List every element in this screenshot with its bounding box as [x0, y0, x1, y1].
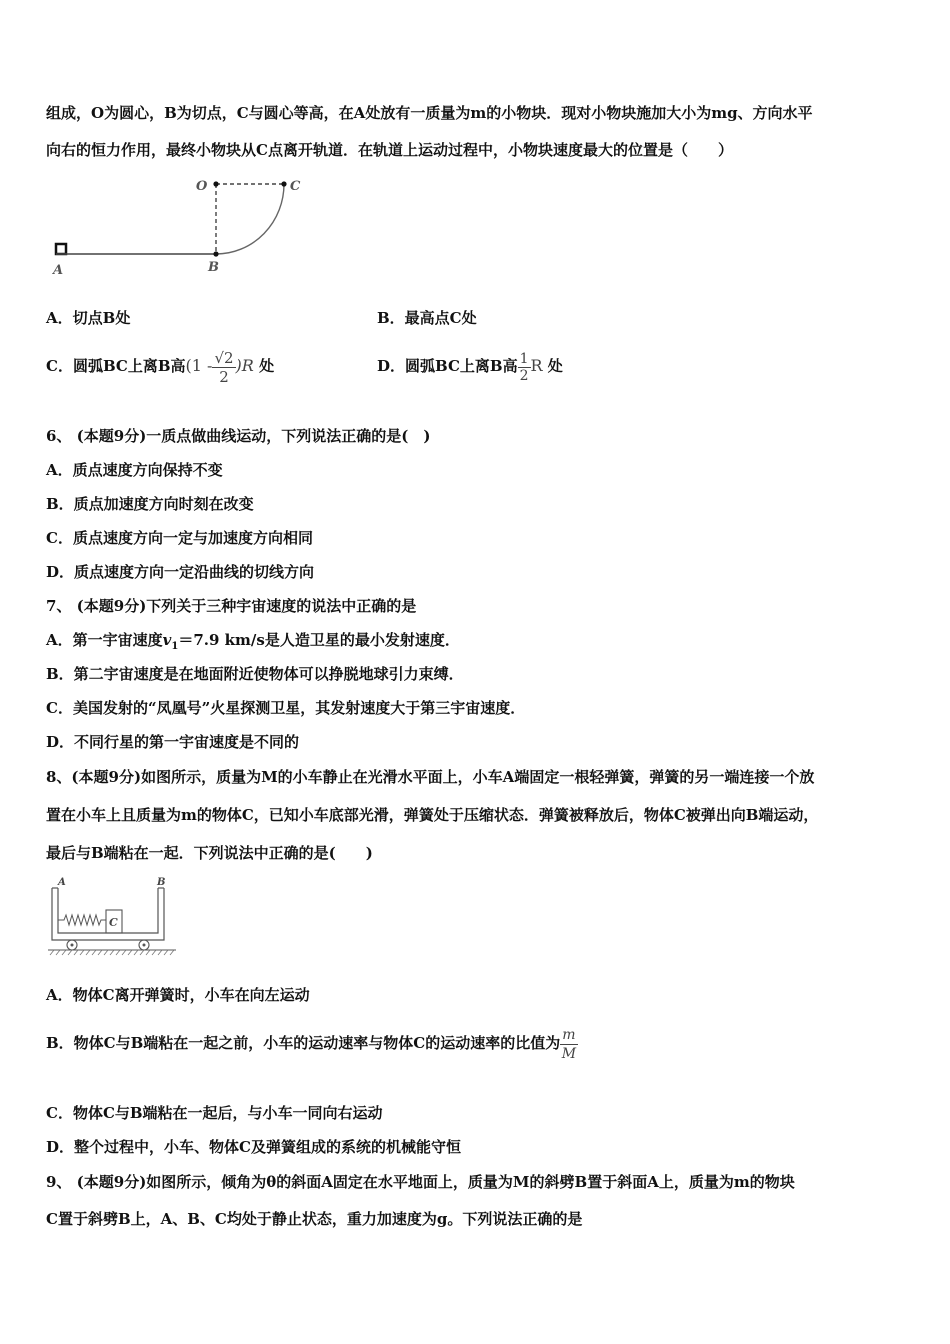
q5-text-line-2: 向右的恒力作用，最终小物块从C点离开轨道．在轨道上运动过程中，小物块速度最大的位置是（ ）: [46, 141, 733, 159]
wheel-right-hub: [143, 944, 146, 947]
m-over-M-fraction: [560, 1026, 577, 1063]
q8-option-b-text: B．物体C与B端粘在一起之前，小车的运动速率与物体C的运动速率的比值为: [46, 1034, 561, 1052]
q7-stem: 7、 (本题9分)下列关于三种宇宙速度的说法中正确的是: [46, 597, 417, 615]
fraction-numerator: 1: [519, 350, 529, 367]
label-b: B: [208, 260, 219, 275]
q7-option-a-sub: 1: [171, 641, 179, 652]
q8-text-line-1: 8、(本题9分)如图所示，质量为M的小车静止在光滑水平面上，小车A端固定一根轻弹簧，弹簧的另一端连接一个放: [46, 768, 815, 786]
fraction-denominator: 2: [219, 367, 229, 386]
cart-body-outer: [52, 888, 164, 940]
point-b: [213, 251, 218, 256]
q5-option-d: [377, 346, 563, 386]
fraction-numerator: m: [562, 1026, 576, 1043]
q7-option-c: C．美国发射的“凤凰号”火星探测卫星，其发射速度大于第三宇宙速度．: [46, 699, 526, 717]
cart-label-a: A: [58, 877, 66, 888]
q7-option-d: D．不同行星的第一宇宙速度是不同的: [46, 733, 300, 751]
fraction-denominator: 2: [519, 367, 529, 384]
q7-option-a-pre: A．第一宇宙速度: [46, 631, 163, 649]
spring: [58, 915, 106, 925]
point-c: [281, 181, 286, 186]
q5-option-d-prefix: D．圆弧BC上离B高: [377, 357, 518, 375]
q7-option-b: B．第二宇宙速度是在地面附近使物体可以挣脱地球引力束缚．: [46, 665, 464, 683]
q5-option-c: [46, 346, 274, 386]
q8-option-b: [46, 1020, 578, 1066]
q6-option-d: D．质点速度方向一定沿曲线的切线方向: [46, 563, 315, 581]
q8-option-a: A．物体C离开弹簧时，小车在向左运动: [46, 986, 310, 1004]
sqrt2-over-2-fraction: [212, 349, 235, 386]
q5-text-line-1: 组成，O为圆心，B为切点，C与圆心等高，在A处放有一质量为m的小物块．现对小物块施加大小为mg、方向水平: [46, 104, 813, 122]
q5-option-c-left: (1 -: [185, 356, 213, 375]
label-a: A: [53, 263, 64, 278]
point-o: [213, 181, 218, 186]
q9-text-line-2: C置于斜劈B上，A、B、C均处于静止状态，重力加速度为g。下列说法正确的是: [46, 1210, 583, 1228]
cart-label-b: B: [157, 877, 166, 888]
q5-option-c-prefix: C．圆弧BC上离B高: [46, 357, 186, 375]
q7-option-a: [46, 630, 460, 657]
arc-bc: [216, 184, 284, 254]
q6-option-a: A．质点速度方向保持不变: [46, 461, 223, 479]
q5-option-b: B．最高点C处: [377, 309, 477, 327]
ground-hatching: [50, 950, 174, 955]
cart-label-c: C: [109, 916, 118, 929]
q8-text-line-3: 最后与B端粘在一起．下列说法中正确的是( ): [46, 844, 373, 862]
q7-option-a-post: ＝7.9 km/s是人造卫星的最小发射速度．: [178, 631, 460, 649]
q6-stem: 6、 (本题9分)一质点做曲线运动，下列说法正确的是( ): [46, 427, 431, 445]
q6-option-c: C．质点速度方向一定与加速度方向相同: [46, 529, 313, 547]
fraction-numerator: √2: [214, 348, 234, 367]
q8-option-d: D．整个过程中，小车、物体C及弹簧组成的系统的机械能守恒: [46, 1138, 461, 1156]
q5-option-d-r: R: [530, 356, 543, 375]
one-half-fraction: [518, 351, 531, 384]
q5-option-c-suffix: 处: [259, 357, 275, 375]
track-figure: [46, 170, 316, 280]
q6-option-b: B．质点加速度方向时刻在改变: [46, 495, 254, 513]
q8-text-line-2: 置在小车上且质量为m的物体C，已知小车底部光滑，弹簧处于压缩状态．弹簧被释放后，物体C被弹出向B端运动，: [46, 806, 819, 824]
q5-option-a: A．切点B处: [46, 309, 131, 327]
q5-option-c-right: )R: [235, 356, 254, 375]
q8-option-c: C．物体C与B端粘在一起后，与小车一同向右运动: [46, 1104, 383, 1122]
q7-option-a-var: v: [162, 631, 172, 649]
q5-option-d-suffix: 处: [547, 357, 563, 375]
wheel-left-hub: [71, 944, 74, 947]
small-block: [56, 244, 66, 254]
label-c: C: [290, 179, 301, 194]
q9-text-line-1: 9、 (本题9分)如图所示，倾角为θ的斜面A固定在水平地面上，质量为M的斜劈B置于斜面A上，质量为m的物块: [46, 1173, 795, 1191]
label-o: O: [196, 179, 208, 194]
cart-figure: [44, 872, 184, 958]
fraction-denominator: M: [561, 1045, 577, 1062]
